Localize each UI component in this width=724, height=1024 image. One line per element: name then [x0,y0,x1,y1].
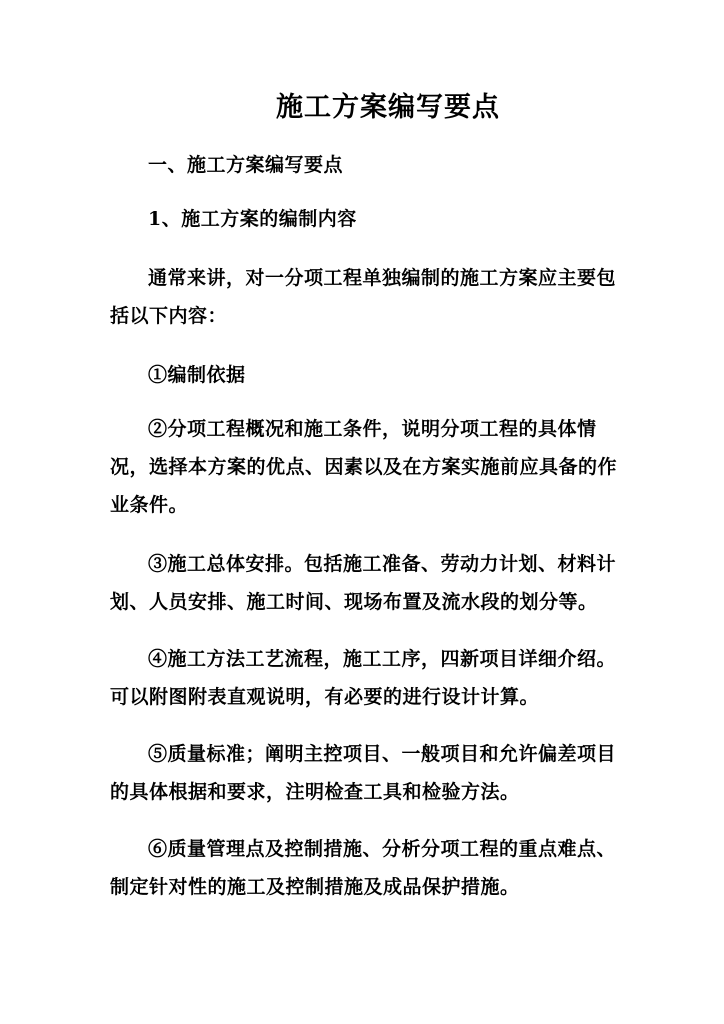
list-item-overview: ②分项工程概况和施工条件，说明分项工程的具体情况，选择本方案的优点、因素以及在方案实施前应具备的作业条件。 [110,418,618,516]
subsection-heading: 1、施工方案的编制内容 [148,208,357,230]
document-title: 施工方案编写要点 [276,92,500,123]
list-item-quality-control: ⑥质量管理点及控制措施、分析分项工程的重点难点、制定针对性的施工及控制措施及成品保护措施。 [110,838,617,898]
list-item-arrangement: ③施工总体安排。包括施工准备、劳动力计划、材料计划、人员安排、施工时间、现场布置及流水段的划分等。 [110,553,617,613]
section-heading: 一、施工方案编写要点 [148,154,344,176]
intro-paragraph: 通常来讲，对一分项工程单独编制的施工方案应主要包括以下内容： [110,267,617,327]
list-item-basis: ①编制依据 [148,364,246,386]
list-item-quality-standard: ⑤质量标准；阐明主控项目、一般项目和允许偏差项目的具体根据和要求，注明检查工具和检验方法。 [110,743,617,803]
list-item-method: ④施工方法工艺流程，施工工序，四新项目详细介绍。可以附图附表直观说明，有必要的进行设计计算。 [110,648,617,708]
